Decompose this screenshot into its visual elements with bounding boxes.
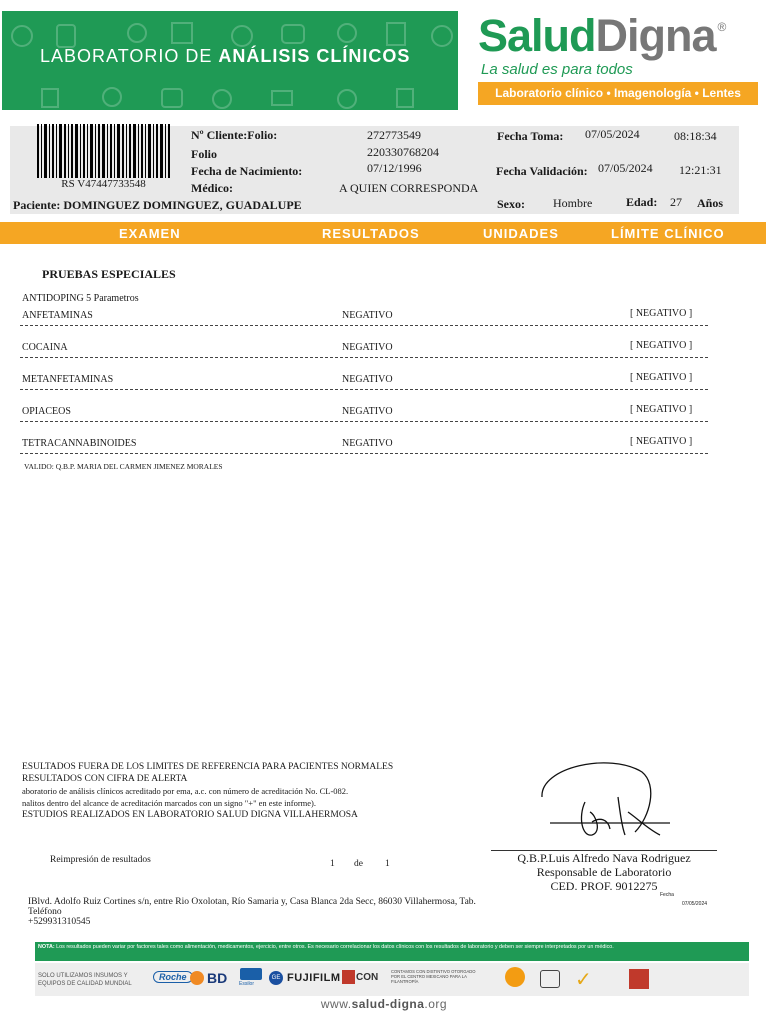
section-title: PRUEBAS ESPECIALES bbox=[42, 267, 176, 281]
brand-logo bbox=[478, 10, 725, 62]
test-name: METANFETAMINAS bbox=[22, 374, 114, 385]
folio-value: 220330768204 bbox=[367, 145, 439, 159]
test-limit: [ NEGATIVO ] bbox=[630, 308, 693, 319]
cliente-folio-value: 272773549 bbox=[367, 128, 421, 142]
medico-value: A QUIEN CORRESPONDA bbox=[339, 181, 479, 195]
test-limit: [ NEGATIVO ] bbox=[630, 436, 693, 447]
column-header-bar bbox=[0, 222, 766, 244]
toma-date: 07/05/2024 bbox=[585, 127, 640, 141]
validator-text: VALIDO: Q.B.P. MARIA DEL CARMEN JIMENEZ MORALES bbox=[24, 462, 223, 471]
lab-title-bold: ANÁLISIS CLÍNICOS bbox=[218, 46, 411, 66]
test-name: TETRACANNABINOIDES bbox=[22, 438, 137, 449]
disclaimer-text: Los resultados pueden variar por factores tales como alimentación, medicamentos, ejercicio, entre otros. Es necesario correlacionar los datos clínicos con los resultados de laboratorio y deben ser siempre interpretados por un médico. bbox=[54, 944, 614, 950]
paciente-value: DOMINGUEZ DOMINGUEZ, GUADALUPE bbox=[63, 198, 302, 212]
signer-fecha-value: 07/05/2024 bbox=[682, 901, 708, 907]
brand-salud: Salud bbox=[478, 10, 596, 61]
nacimiento-value: 07/12/1996 bbox=[367, 161, 422, 175]
paciente-line bbox=[13, 198, 302, 213]
edad-label: Edad: bbox=[626, 195, 658, 209]
ge-logo: GE bbox=[269, 971, 283, 985]
cemefi-line-2: POR EL CENTRO MEXICANO PARA LA bbox=[391, 974, 467, 979]
bd-logo: BD bbox=[207, 970, 228, 986]
cliente-folio-label: Nº Cliente:Folio: bbox=[191, 128, 278, 142]
test-name: COCAINA bbox=[22, 342, 68, 353]
website-prefix: www. bbox=[320, 997, 352, 1011]
partner-logos-strip bbox=[35, 963, 749, 996]
lab-title-light: LABORATORIO DE bbox=[40, 46, 219, 66]
result-row bbox=[20, 421, 708, 454]
page-number: 1 bbox=[330, 859, 335, 869]
test-limit: [ NEGATIVO ] bbox=[630, 372, 693, 383]
note-line-4: nalitos dentro del alcance de acreditación marcados con un signo "+" en este informe). bbox=[22, 798, 317, 808]
esr-badge-icon bbox=[505, 967, 525, 987]
paciente-label: Paciente: bbox=[13, 198, 61, 212]
brand-digna: Digna bbox=[595, 10, 716, 61]
test-limit: [ NEGATIVO ] bbox=[630, 340, 693, 351]
result-row bbox=[20, 389, 708, 422]
website-domain: salud-digna bbox=[351, 997, 425, 1011]
brand-tagline: La salud es para todos bbox=[481, 61, 633, 78]
note-line-3: aboratorio de análisis clínicos acreditado por ema, a.c. con número de acreditación No. CL-082. bbox=[22, 786, 349, 796]
test-result: NEGATIVO bbox=[342, 342, 393, 353]
toma-time: 08:18:34 bbox=[674, 129, 717, 143]
col-unidades: UNIDADES bbox=[483, 226, 559, 241]
toma-label: Fecha Toma: bbox=[497, 129, 564, 143]
cemefi-text bbox=[391, 969, 476, 984]
test-name: ANFETAMINAS bbox=[22, 310, 93, 321]
red-badge-icon bbox=[629, 969, 649, 989]
signer-license: CED. PROF. 9012275 bbox=[550, 879, 658, 893]
con-logo: CON bbox=[356, 972, 379, 983]
certification-badge-icon bbox=[540, 970, 560, 988]
test-result: NEGATIVO bbox=[342, 438, 393, 449]
note-line-5: ESTUDIOS REALIZADOS EN LABORATORIO SALUD DIGNA VILLAHERMOSA bbox=[22, 810, 358, 820]
test-result: NEGATIVO bbox=[342, 310, 393, 321]
supplies-text bbox=[38, 972, 132, 988]
disclaimer-bar bbox=[35, 942, 749, 961]
barcode-icon bbox=[37, 124, 170, 178]
note-line-2: RESULTADOS CON CIFRA DE ALERTA bbox=[22, 774, 188, 784]
test-result: NEGATIVO bbox=[342, 406, 393, 417]
cemefi-line-3: FILANTROPÍA bbox=[391, 979, 419, 984]
col-examen: EXAMEN bbox=[119, 226, 181, 241]
test-name: OPIACEOS bbox=[22, 406, 71, 417]
phone-label: Teléfono bbox=[28, 907, 62, 917]
nacimiento-label: Fecha de Nacimiento: bbox=[191, 164, 303, 178]
result-row bbox=[20, 293, 708, 326]
lab-title bbox=[40, 46, 410, 67]
test-result: NEGATIVO bbox=[342, 374, 393, 385]
registered-mark: ® bbox=[717, 20, 726, 34]
result-row bbox=[20, 325, 708, 358]
test-group-name: ANTIDOPING 5 Parametros bbox=[22, 293, 139, 304]
col-limite: LÍMITE CLÍNICO bbox=[611, 226, 725, 241]
validacion-label: Fecha Validación: bbox=[496, 164, 588, 178]
signer-fecha-label: Fecha bbox=[660, 892, 674, 898]
disclaimer-bold: NOTA: bbox=[38, 944, 55, 950]
con-logo-icon bbox=[342, 970, 355, 984]
barcode-text: RS V47447733548 bbox=[61, 178, 146, 190]
edad-value: 27 bbox=[670, 195, 682, 209]
address-line: IBlvd. Adolfo Ruiz Cortines s/n, entre Rio Oxolotan, Río Samaria y, Casa Blanca 2da Secc, 86030 Villahermosa, Tab. bbox=[28, 897, 476, 907]
sexo-value: Hombre bbox=[553, 196, 593, 210]
fujifilm-logo: FUJIFILM bbox=[287, 972, 341, 984]
result-row bbox=[20, 357, 708, 390]
website-url[interactable] bbox=[0, 997, 768, 1011]
edad-unit: Años bbox=[697, 196, 724, 210]
services-bar: Laboratorio clínico • Imagenología • Lentes bbox=[478, 82, 758, 105]
bd-logo-icon bbox=[190, 971, 204, 985]
essilor-logo: Essilor bbox=[239, 981, 255, 987]
folio-label: Folio bbox=[191, 147, 217, 161]
essilor-logo-icon bbox=[240, 968, 262, 980]
supplies-text-1: SOLO UTILIZAMOS INSUMOS Y bbox=[38, 973, 128, 979]
roche-logo: Roche bbox=[153, 971, 193, 983]
signer-name: Q.B.P.Luis Alfredo Nava Rodriguez bbox=[517, 851, 691, 865]
col-resultados: RESULTADOS bbox=[322, 226, 420, 241]
sexo-label: Sexo: bbox=[497, 197, 525, 211]
reprint-label: Reimpresión de resultados bbox=[50, 855, 151, 865]
cemefi-line-1: CONTAMOS CON DISTINTIVO OTORGADO bbox=[391, 969, 476, 974]
test-limit: [ NEGATIVO ] bbox=[630, 404, 693, 415]
website-suffix: .org bbox=[424, 997, 448, 1011]
supplies-text-2: EQUIPOS DE CALIDAD MUNDIAL bbox=[38, 981, 132, 987]
footer-notes bbox=[22, 761, 393, 821]
signature-image bbox=[530, 757, 680, 847]
signer-role: Responsable de Laboratorio bbox=[536, 865, 672, 879]
lab-address bbox=[28, 897, 476, 927]
validacion-time: 12:21:31 bbox=[679, 163, 722, 177]
validacion-date: 07/05/2024 bbox=[598, 161, 653, 175]
phone-number: +529931310545 bbox=[28, 917, 91, 927]
signer-block bbox=[491, 851, 717, 893]
page-total: 1 bbox=[385, 859, 390, 869]
page-of: de bbox=[354, 859, 363, 869]
check-badge-icon: ✓ bbox=[575, 969, 592, 991]
note-line-1: ESULTADOS FUERA DE LOS LIMITES DE REFERENCIA PARA PACIENTES NORMALES bbox=[22, 762, 394, 772]
medico-label: Médico: bbox=[191, 181, 233, 195]
